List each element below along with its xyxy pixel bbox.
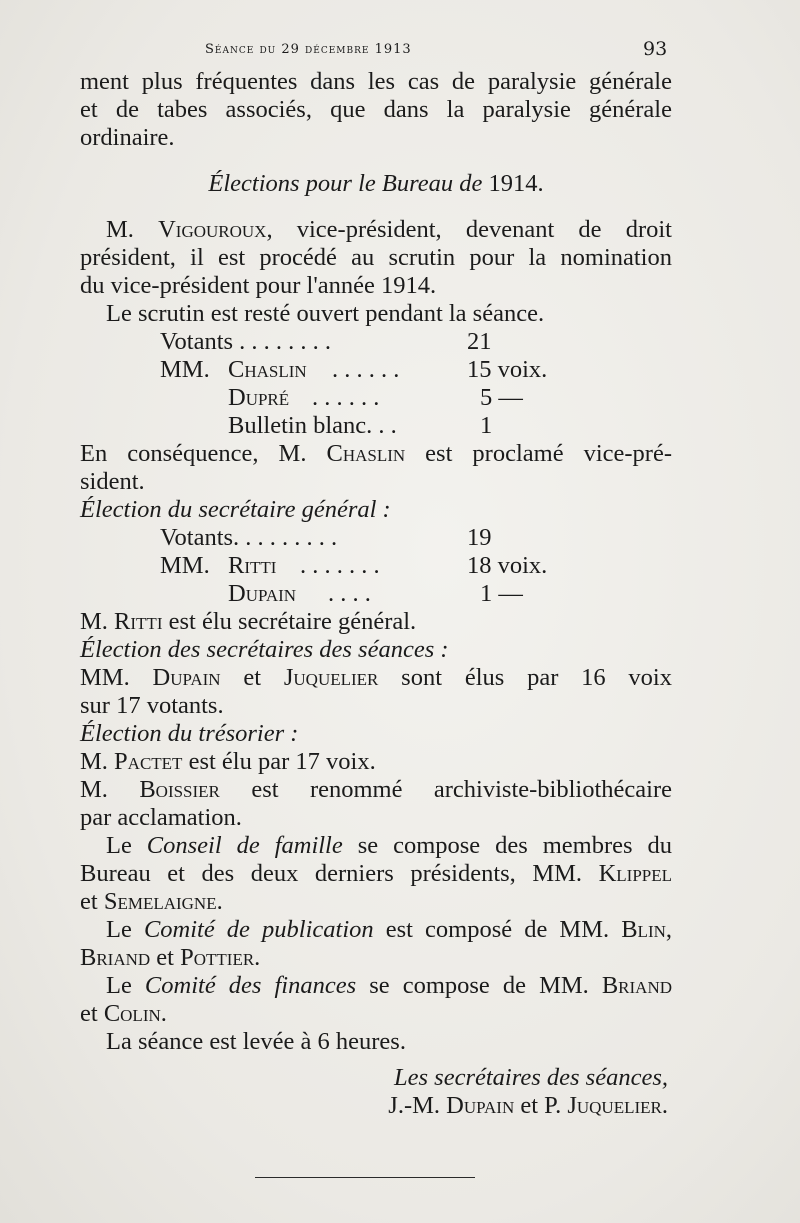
text-run: . (254, 944, 261, 971)
person-name: Briand (80, 944, 151, 971)
text-run: est composé de MM. (373, 916, 622, 943)
vote-row (80, 384, 672, 412)
text-line (80, 664, 672, 692)
text-run: M. (80, 776, 140, 803)
end-rule (255, 1177, 475, 1178)
person-name: Vigouroux (158, 216, 267, 243)
text-line: ment plus fréquentes dans les cas de paralysie générale (80, 68, 672, 95)
text-line (80, 608, 672, 636)
vote-mm: MM. (160, 356, 210, 383)
vote-label: Votants. . . . . . . . . (160, 524, 338, 551)
person-name: Juquelier (283, 664, 379, 691)
vote-dots: . . . . . . (312, 384, 380, 411)
heading-italic: Élections pour le Bureau de (208, 170, 483, 197)
text-line: sident. (80, 468, 145, 495)
text-line: ordinaire. (80, 124, 175, 151)
text-run: M. (80, 748, 115, 775)
person-name: Juquelier (567, 1092, 662, 1119)
text-line (80, 776, 672, 804)
spacer (80, 152, 672, 170)
vote-mm: MM. (160, 552, 210, 579)
text-line (80, 440, 672, 468)
candidate-name: Dupain (228, 580, 297, 607)
text-run: , vice-président, devenant de droit (266, 216, 672, 243)
running-title (205, 38, 412, 57)
text-run: Le (106, 832, 147, 859)
text-run: J.-M. (388, 1092, 447, 1119)
text-run: et (150, 944, 181, 971)
text-line: par acclamation. (80, 804, 242, 831)
text-line: et de tabes associés, que dans la paralysie générale (80, 96, 672, 123)
person-name: Pottier (180, 944, 255, 971)
vote-label: Bulletin blanc. . . (228, 412, 397, 439)
text-line (80, 216, 672, 244)
vote-dots: . . . . (328, 580, 371, 607)
text-run: , (665, 916, 673, 943)
text-run: et (80, 888, 104, 915)
vote-row (80, 412, 672, 440)
signature-names (80, 1092, 672, 1120)
text-run: En conséquence, M. (80, 440, 327, 467)
text-line: sur 17 votants. (80, 692, 224, 719)
text-run: et P. (514, 1092, 568, 1119)
text-line (80, 832, 672, 860)
text-line (80, 1000, 672, 1028)
page-number: 93 (643, 38, 668, 60)
text-line: La séance est levée à 6 heures. (106, 1028, 406, 1055)
person-name: Colin (103, 1000, 161, 1027)
vote-value: 19 (467, 524, 492, 551)
vote-row (80, 356, 672, 384)
text-run: M. (106, 216, 159, 243)
text-run: sont élus par 16 voix (378, 664, 672, 691)
person-name: Dupain (446, 1092, 515, 1119)
text-line: président, il est procédé au scrutin pour la nomination (80, 244, 672, 271)
text-line: du vice-président pour l'année 1914. (80, 272, 437, 299)
text-run: Le (106, 972, 145, 999)
vote-dots: . . . . . . . (300, 552, 380, 579)
person-name: Semelaigne (103, 888, 217, 915)
section-heading (80, 170, 672, 198)
text-run: . (216, 888, 223, 915)
person-name: Pactet (114, 748, 183, 775)
text-run: MM. (80, 664, 153, 691)
text-run: Le (106, 916, 144, 943)
running-header (0, 36, 800, 64)
subsection-heading: Élection du secrétaire général : (80, 496, 391, 523)
text-run: se compose des membres du (342, 832, 672, 859)
text-run: est renommé archiviste-bibliothécaire (219, 776, 672, 803)
text-line (80, 916, 672, 944)
text-line (80, 860, 672, 888)
vote-label: Votants . . . . . . . . (160, 328, 332, 355)
vote-row (80, 552, 672, 580)
candidate-name: Chaslin (228, 356, 307, 383)
text-run: et (80, 1000, 104, 1027)
text-run: se compose de MM. (356, 972, 602, 999)
page-body (80, 68, 672, 1120)
vote-value: 18 voix. (467, 552, 548, 579)
signature-caption: Les secrétaires des séances, (394, 1064, 668, 1091)
candidate-name: Dupré (228, 384, 290, 411)
text-line (80, 748, 672, 776)
person-name: Boissier (139, 776, 220, 803)
vote-value: 21 (467, 328, 492, 355)
text-line (80, 888, 672, 916)
text-run: est élu par 17 voix. (182, 748, 376, 775)
candidate-name: Ritti (228, 552, 277, 579)
person-name: Blin (621, 916, 666, 943)
running-title-date: 29 décembre 1913 (281, 42, 412, 57)
text-italic: Conseil de famille (146, 832, 343, 859)
vote-value: 15 voix. (467, 356, 548, 383)
vote-row (80, 580, 672, 608)
person-name: Ritti (114, 608, 163, 635)
subsection-heading: Élection des secrétaires des séances : (80, 636, 449, 663)
vote-row (80, 524, 672, 552)
vote-dots: . . . . . . (332, 356, 400, 383)
spacer (80, 1056, 672, 1064)
text-run: M. (80, 608, 115, 635)
text-line (80, 972, 672, 1000)
person-name: Briand (601, 972, 673, 999)
heading-year: 1914. (488, 170, 544, 197)
vote-value: 1 (480, 412, 493, 439)
person-name: Dupain (152, 664, 221, 691)
vote-row (80, 328, 672, 356)
text-run: . (661, 1092, 668, 1119)
person-name: Klippel (598, 860, 672, 887)
subsection-heading: Élection du trésorier : (80, 720, 299, 747)
text-line (80, 944, 672, 972)
text-run: Bureau et des deux derniers présidents, MM. (80, 860, 599, 887)
text-line: Le scrutin est resté ouvert pendant la séance. (106, 300, 545, 327)
text-run: et (220, 664, 284, 691)
spacer (80, 198, 672, 216)
text-run: . (160, 1000, 167, 1027)
text-italic: Comité des finances (144, 972, 357, 999)
text-run: est élu secrétaire général. (162, 608, 417, 635)
text-italic: Comité de publication (143, 916, 374, 943)
vote-value: 5 — (480, 384, 523, 411)
vote-value: 1 — (480, 580, 523, 607)
text-run: est proclamé vice-pré- (405, 440, 672, 467)
person-name: Chaslin (326, 440, 406, 467)
running-title-prefix: Séance du (205, 42, 282, 57)
